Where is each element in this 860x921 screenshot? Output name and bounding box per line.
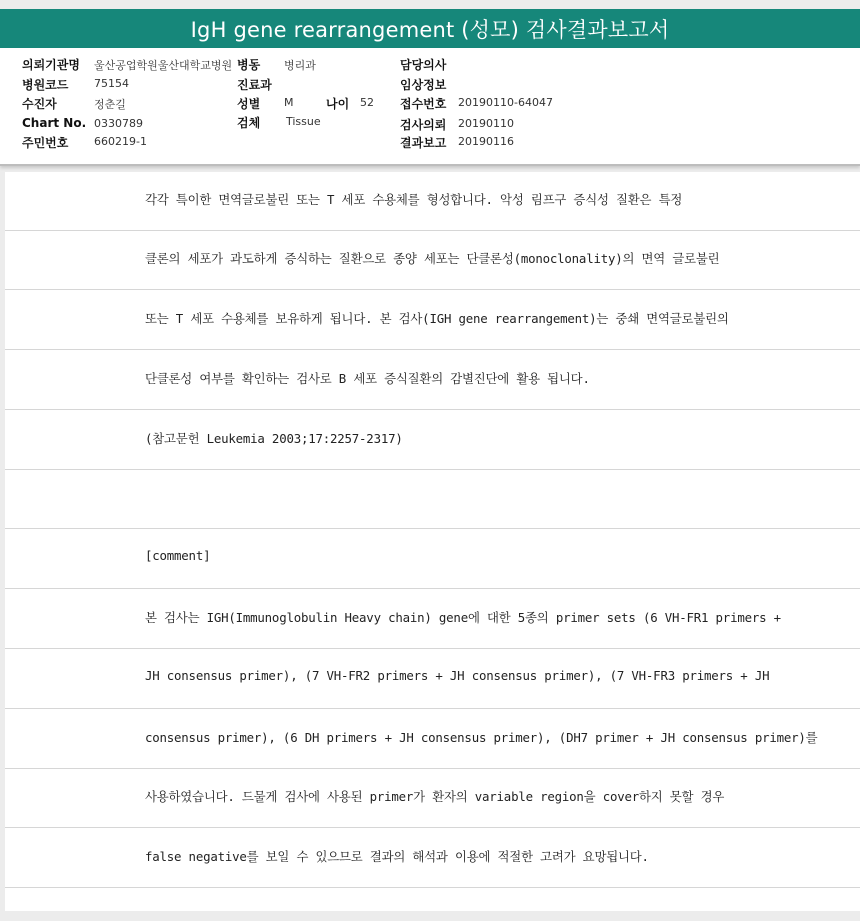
text-line <box>5 470 860 529</box>
text-line <box>5 710 860 769</box>
text-line-content: 클론의 세포가 과도하게 증식하는 질환으로 종양 세포는 단클론성(monoclonality)의 면역 글로불린 <box>145 251 720 266</box>
text-line <box>5 172 860 231</box>
text-line <box>5 351 860 410</box>
ward-value: 병리과 <box>284 59 316 72</box>
specimen-label: 검체 <box>237 116 261 130</box>
text-line-content: 단클론성 여부를 확인하는 검사로 B 세포 증식질환의 감별진단에 활용 됩니다. <box>145 371 590 386</box>
age-value: 52 <box>360 96 374 109</box>
report-body <box>5 172 860 911</box>
text-line-content: JH consensus primer), (7 VH-FR2 primers + JH consensus primer), (7 VH-FR3 primers + JH <box>145 668 770 683</box>
comment-heading: [comment] <box>145 548 211 563</box>
text-line <box>5 650 860 709</box>
text-line <box>5 590 860 649</box>
report-label: 결과보고 <box>400 136 447 150</box>
ward-label: 병동 <box>237 58 261 72</box>
bottom-strip <box>0 911 860 921</box>
id-label: 주민번호 <box>22 136 69 150</box>
recipient-value: 정춘길 <box>94 98 126 111</box>
sex-value: M <box>284 96 294 109</box>
text-line-content: 각각 특이한 면역글로불린 또는 T 세포 수용체를 형성합니다. 악성 림프구 증식성 질환은 특정 <box>145 192 683 207</box>
specimen-value: Tissue <box>286 115 321 128</box>
text-line-content: 사용하였습니다. 드물게 검사에 사용된 primer가 환자의 variable region을 cover하지 못할 경우 <box>145 789 725 804</box>
chart-label: Chart No. <box>22 116 87 130</box>
clinical-info-label: 임상정보 <box>400 78 447 92</box>
receipt-label: 접수번호 <box>400 97 447 111</box>
text-line <box>5 829 860 888</box>
text-line <box>5 530 860 589</box>
hospital-label: 의뢰기관명 <box>22 58 80 72</box>
id-value: 660219-1 <box>94 135 147 148</box>
sex-label: 성별 <box>237 97 261 111</box>
patient-info-header <box>0 48 860 166</box>
text-line-content: 또는 T 세포 수용체를 보유하게 됩니다. 본 검사(IGH gene rearrangement)는 중쇄 면역글로불린의 <box>145 311 729 326</box>
chart-value: 0330789 <box>94 117 143 130</box>
text-line <box>5 411 860 470</box>
report-value: 20190116 <box>458 135 514 148</box>
text-line <box>5 231 860 290</box>
text-line-content: consensus primer), (6 DH primers + JH consensus primer), (DH7 primer + JH consensus primer)를 <box>145 730 818 745</box>
age-label: 나이 <box>326 97 350 111</box>
text-line <box>5 769 860 828</box>
request-value: 20190110 <box>458 117 514 130</box>
text-line-content: (참고문헌 Leukemia 2003;17:2257-2317) <box>145 431 403 446</box>
recipient-label: 수진자 <box>22 97 57 111</box>
hospital-value: 울산공업학원울산대학교병원 <box>94 59 233 72</box>
text-line <box>5 291 860 350</box>
hospital-code-value: 75154 <box>94 77 129 90</box>
dept-label: 진료과 <box>237 78 272 92</box>
request-label: 검사의뢰 <box>400 118 447 132</box>
receipt-value: 20190110-64047 <box>458 96 553 109</box>
text-line-content: 본 검사는 IGH(Immunoglobulin Heavy chain) gene에 대한 5종의 primer sets (6 VH-FR1 primers + <box>145 610 781 625</box>
hospital-code-label: 병원코드 <box>22 78 69 92</box>
text-line-content: false negative를 보일 수 있으므로 결과의 해석과 이용에 적절한 고려가 요망됩니다. <box>145 849 649 864</box>
doctor-label: 담당의사 <box>400 58 447 72</box>
report-title: IgH gene rearrangement (성모) 검사결과보고서 <box>0 9 860 48</box>
